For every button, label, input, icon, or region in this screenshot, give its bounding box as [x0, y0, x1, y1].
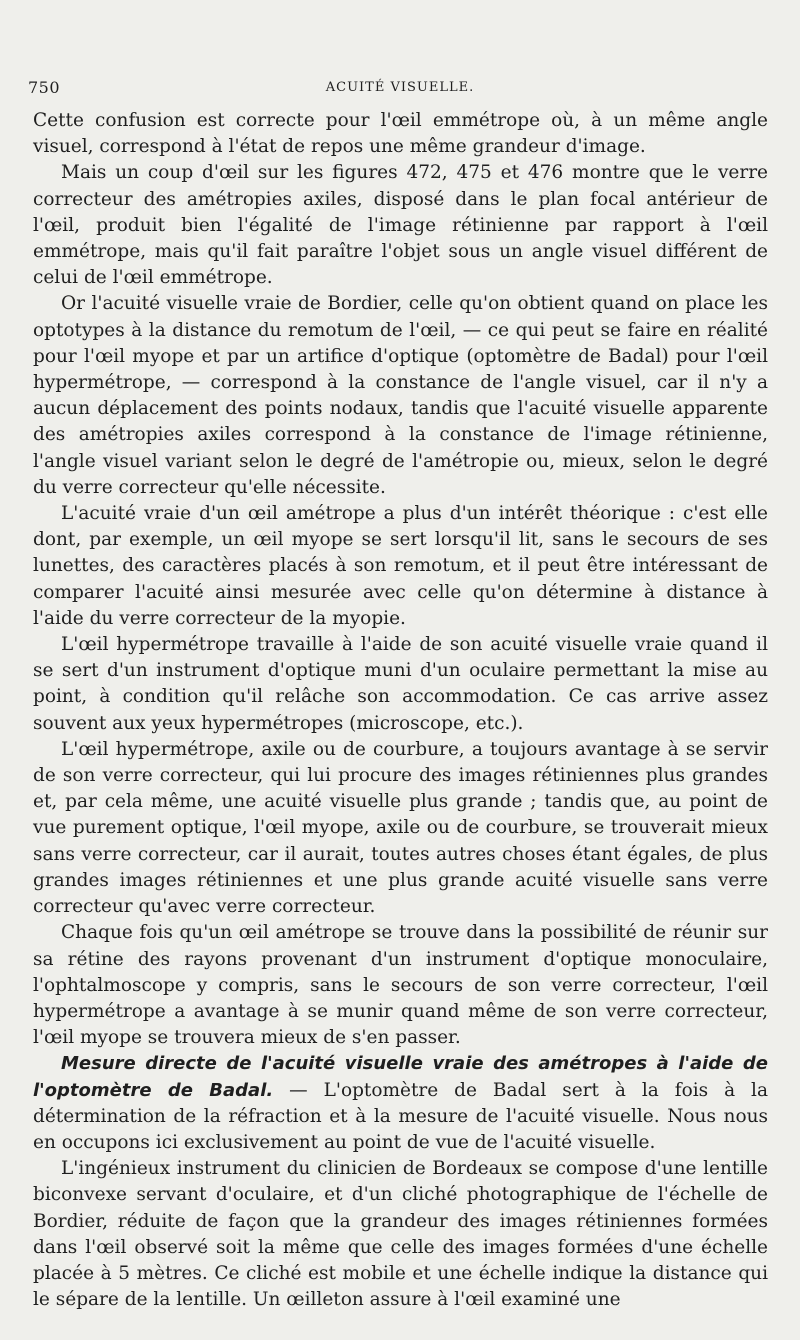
paragraph: Mais un coup d'œil sur les figures 472, 475 et 476 montre que le verre correcteur des amétropies axiles, disposé dans le plan focal antérieur de l'œil, produit bien l'égalité de l'image rétinienne par rapport à l'œil emmétrope, mais qu'il fait paraître l'objet sous un angle visuel différent de celui de l'œil emmétrope.: [33, 162, 768, 289]
running-title: ACUITÉ VISUELLE.: [325, 80, 475, 95]
paragraph: L'acuité vraie d'un œil amétrope a plus d'un intérêt théorique : c'est elle dont, par exemple, un œil myope se sert lorsqu'il lit, sans le secours de ses lunettes, des caractères placés à son remotum, et il peut être intéressant de comparer l'acuité ainsi mesurée avec celle qu'on détermine à distance à l'aide du verre correcteur de la myopie.: [33, 503, 768, 629]
body-text: [33, 108, 768, 1313]
paragraph: Or l'acuité visuelle vraie de Bordier, celle qu'on obtient quand on place les optotypes à la distance du remotum de l'œil, — ce qui peut se faire en réalité pour l'œil myope et par un artifice d'optique (optomètre de Badal) pour l'œil hypermétrope, — correspond à la constance de l'angle visuel, car il n'y a aucun déplacement des points nodaux, tandis que l'acuité visuelle apparente des amétropies axiles correspond à la constance de l'image rétinienne, l'angle visuel variant selon le degré de l'amétropie ou, mieux, selon le degré du verre correcteur qu'elle nécessite.: [33, 293, 768, 498]
section-text: — L'optomètre de Badal sert à la fois à la détermination de la réfraction et à la mesure de l'acuité visuelle. Nous nous en occupons ici exclusivement au point de vue de l'acuité visuelle.: [33, 1079, 768, 1153]
section-paragraph: [33, 1051, 768, 1156]
section-heading: Mesure directe de l'acuité visuelle vraie des amétropes à l'aide de l'optomètre de Badal.: [33, 1053, 768, 1101]
paragraph: L'œil hypermétrope travaille à l'aide de son acuité visuelle vraie quand il se sert d'un instrument d'optique muni d'un oculaire permettant la mise au point, à condition qu'il relâche son accommodation. Ce cas arrive assez souvent aux yeux hypermétropes (microscope, etc.).: [33, 634, 768, 734]
paragraph: L'ingénieux instrument du clinicien de Bordeaux se compose d'une lentille biconvexe servant d'oculaire, et d'un cliché photographique de l'échelle de Bordier, réduite de façon que la grandeur des images rétiniennes formées dans l'œil observé soit la même que celle des images formées d'une échelle placée à 5 mètres. Ce cliché est mobile et une échelle indique la distance qui le sépare de la lentille. Un œilleton assure à l'œil examiné une: [33, 1158, 768, 1311]
paragraph: Chaque fois qu'un œil amétrope se trouve dans la possibilité de réunir sur sa rétine des rayons provenant d'un instrument d'optique monoculaire, l'ophtalmoscope y compris, sans le secours de son verre correcteur, l'œil hypermétrope a avantage à se munir quand même de son verre correcteur, l'œil myope se trouvera mieux de s'en passer.: [33, 922, 768, 1049]
page-number: 750: [28, 78, 61, 97]
paragraph: L'œil hypermétrope, axile ou de courbure, a toujours avantage à se servir de son verre correcteur, qui lui procure des images rétiniennes plus grandes et, par cela même, une acuité visuelle plus grande ; tandis que, au point de vue purement optique, l'œil myope, axile ou de courbure, se trouverait mieux sans verre correcteur, car il aurait, toutes autres choses étant égales, de plus grandes images rétiniennes et une plus grande acuité visuelle sans verre correcteur qu'avec verre correcteur.: [33, 738, 768, 918]
paragraph: Cette confusion est correcte pour l'œil emmétrope où, à un même angle visuel, correspond à l'état de repos une même grandeur d'image.: [33, 110, 768, 158]
